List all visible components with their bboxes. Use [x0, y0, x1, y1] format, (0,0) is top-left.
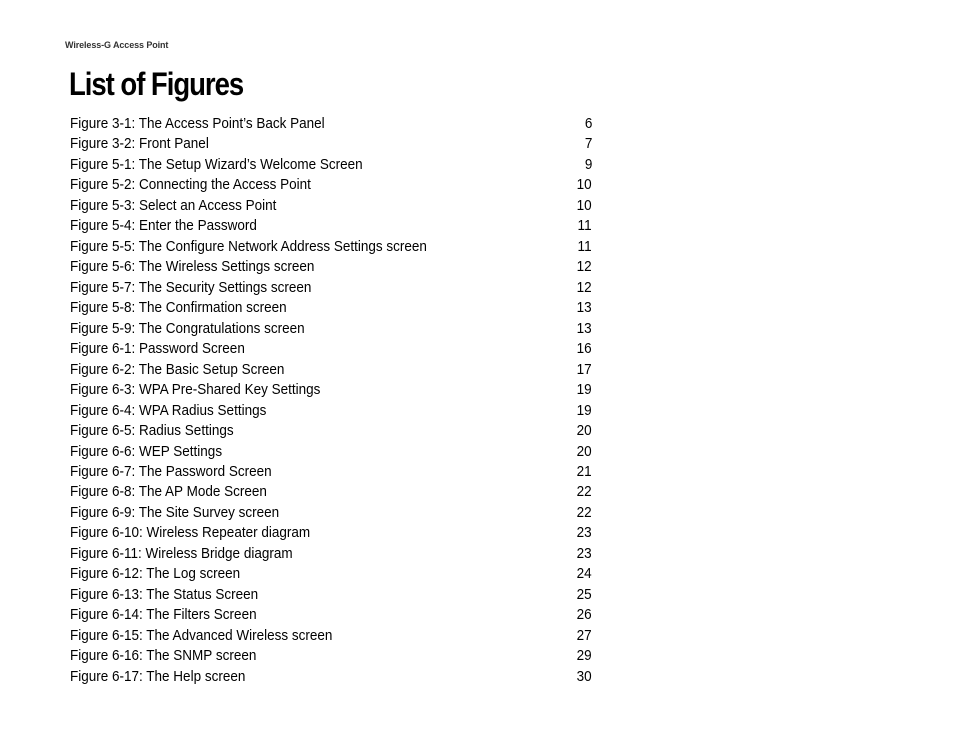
figure-entry-page-number: 17 — [576, 360, 592, 378]
figure-entry-page-number: 20 — [576, 442, 592, 460]
figure-entry-title[interactable]: Figure 6-10: Wireless Repeater diagram — [70, 524, 311, 542]
figure-entry-title[interactable]: Figure 5-6: The Wireless Settings screen — [70, 258, 315, 276]
figure-entry-page-number: 22 — [576, 503, 592, 521]
figure-entry[interactable] — [70, 360, 592, 380]
running-header: Wireless-G Access Point — [65, 40, 169, 50]
figure-entry[interactable] — [70, 442, 592, 462]
figure-entry[interactable] — [70, 278, 592, 298]
figure-entry-title[interactable]: Figure 5-4: Enter the Password — [70, 217, 257, 235]
figure-entry-title[interactable]: Figure 6-14: The Filters Screen — [70, 606, 257, 624]
figure-entry[interactable] — [70, 237, 592, 257]
figure-entry-page-number: 13 — [576, 319, 592, 337]
figure-entry-title[interactable]: Figure 6-6: WEP Settings — [70, 442, 223, 460]
figure-entry-page-number: 22 — [576, 483, 592, 501]
figure-entry[interactable] — [70, 134, 592, 154]
figure-entry-title[interactable]: Figure 6-8: The AP Mode Screen — [70, 483, 267, 501]
figure-entry-title[interactable]: Figure 6-3: WPA Pre-Shared Key Settings — [70, 381, 321, 399]
page-title: List of Figures — [69, 66, 244, 102]
figure-entry[interactable] — [70, 298, 592, 318]
figure-entry[interactable] — [70, 175, 592, 195]
figure-entry[interactable] — [70, 482, 592, 502]
figure-entry-title[interactable]: Figure 3-2: Front Panel — [70, 135, 209, 153]
figure-entry[interactable] — [70, 380, 592, 400]
figure-entry-title[interactable]: Figure 5-7: The Security Settings screen — [70, 278, 312, 296]
figure-entry-page-number: 10 — [576, 196, 592, 214]
figure-entry-page-number: 16 — [576, 340, 592, 358]
figure-entry[interactable] — [70, 462, 592, 482]
figure-entry-title[interactable]: Figure 5-5: The Configure Network Address Settings screen — [70, 237, 427, 255]
figure-entry-title[interactable]: Figure 6-2: The Basic Setup Screen — [70, 360, 285, 378]
figure-entry-page-number: 19 — [576, 381, 592, 399]
figure-entry-title[interactable]: Figure 5-1: The Setup Wizard’s Welcome Screen — [70, 155, 363, 173]
figure-entry[interactable] — [70, 196, 592, 216]
figure-entry-title[interactable]: Figure 5-2: Connecting the Access Point — [70, 176, 311, 194]
figure-entry[interactable] — [70, 544, 592, 564]
figure-entry[interactable] — [70, 503, 592, 523]
figure-entry-title[interactable]: Figure 6-5: Radius Settings — [70, 422, 234, 440]
figure-entry-title[interactable]: Figure 3-1: The Access Point’s Back Panel — [70, 115, 325, 132]
figure-entry-title[interactable]: Figure 6-11: Wireless Bridge diagram — [70, 544, 293, 562]
figure-entry[interactable] — [70, 564, 592, 584]
figure-entry[interactable] — [70, 155, 592, 175]
figure-entry-page-number: 29 — [576, 647, 592, 665]
figure-entry-title[interactable]: Figure 5-9: The Congratulations screen — [70, 319, 305, 337]
figure-entry[interactable] — [70, 401, 592, 421]
figure-entry[interactable] — [70, 421, 592, 441]
figure-entry-title[interactable]: Figure 6-17: The Help screen — [70, 667, 246, 685]
figure-entry-page-number: 23 — [576, 524, 592, 542]
figure-entry[interactable] — [70, 257, 592, 277]
figure-entry-page-number: 25 — [576, 585, 592, 603]
figure-entry[interactable] — [70, 216, 592, 236]
figure-entry-title[interactable]: Figure 5-8: The Confirmation screen — [70, 299, 287, 317]
figure-entry-title[interactable]: Figure 6-9: The Site Survey screen — [70, 503, 280, 521]
figure-entry-page-number: 12 — [576, 278, 592, 296]
figure-entry-title[interactable]: Figure 6-7: The Password Screen — [70, 462, 272, 480]
figure-entry-page-number: 27 — [576, 626, 592, 644]
figure-entry[interactable] — [70, 626, 592, 646]
figure-entry-page-number: 11 — [577, 237, 592, 255]
figure-entry-page-number: 23 — [576, 544, 592, 562]
figure-entry-page-number: 30 — [576, 667, 592, 685]
figure-entry[interactable] — [70, 319, 592, 339]
figure-entry-title[interactable]: Figure 6-1: Password Screen — [70, 340, 245, 358]
figure-entry-title[interactable]: Figure 6-12: The Log screen — [70, 565, 241, 583]
figure-entry-page-number: 10 — [576, 176, 592, 194]
figure-entry-page-number: 9 — [584, 155, 592, 173]
figure-entry[interactable] — [70, 585, 592, 605]
figure-entry[interactable] — [70, 646, 592, 666]
figure-entry[interactable] — [70, 339, 592, 359]
figure-entry-page-number: 6 — [584, 115, 592, 132]
figure-entry-page-number: 19 — [576, 401, 592, 419]
figure-entry-page-number: 21 — [576, 462, 592, 480]
figure-entry-title[interactable]: Figure 6-4: WPA Radius Settings — [70, 401, 267, 419]
figure-entry-title[interactable]: Figure 6-16: The SNMP screen — [70, 647, 257, 665]
figure-entry-page-number: 11 — [577, 217, 592, 235]
figure-entry[interactable] — [70, 523, 592, 543]
figure-entry-page-number: 24 — [576, 565, 592, 583]
figure-entry-title[interactable]: Figure 6-13: The Status Screen — [70, 585, 259, 603]
figure-entry-page-number: 7 — [584, 135, 592, 153]
figure-entry-page-number: 20 — [576, 422, 592, 440]
figure-entry-title[interactable]: Figure 6-15: The Advanced Wireless screen — [70, 626, 333, 644]
figure-entry-page-number: 26 — [576, 606, 592, 624]
figure-list — [70, 114, 592, 687]
figure-entry-page-number: 12 — [576, 258, 592, 276]
figure-entry[interactable] — [70, 667, 592, 687]
figure-entry-page-number: 13 — [576, 299, 592, 317]
figure-entry[interactable] — [70, 114, 592, 134]
figure-entry[interactable] — [70, 605, 592, 625]
figure-entry-title[interactable]: Figure 5-3: Select an Access Point — [70, 196, 277, 214]
